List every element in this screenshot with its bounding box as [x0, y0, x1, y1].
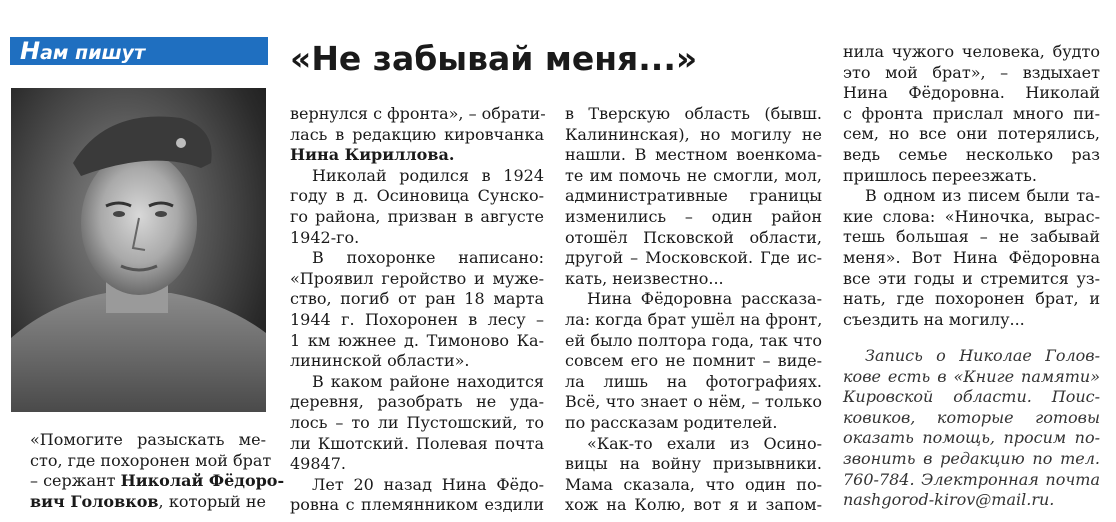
text-line: ей было полтора года, так что [565, 330, 822, 350]
text-line: ковиков, которые готовы [843, 407, 1100, 427]
text-line: Лет 20 назад Нина Фёдо- [312, 474, 544, 494]
text-line: вицы на войну призывники. [565, 454, 822, 474]
text-line: нать, где похоронен брат, и [843, 289, 1100, 309]
text-line: с фронта прислал много пи- [843, 103, 1100, 123]
text-line: нила чужого человека, будто [843, 42, 1100, 61]
article-column-3 [843, 42, 1100, 330]
text-line: ли Кшотский. Полевая почта [290, 433, 544, 453]
text-line: 1942-го. [290, 227, 360, 247]
text-fragment: – сержант [30, 471, 121, 491]
text-line: «Помогите разыскать ме- [30, 430, 266, 449]
article-headline: «Не забывай меня...» [290, 39, 698, 78]
text-line: Мама сказала, что один по- [565, 474, 822, 494]
text-line: лось – то ли Пустошский, то [290, 412, 544, 432]
text-line: Всё, что знает о нём, – только [565, 392, 822, 412]
text-line: ство, погиб от ран 18 марта [290, 289, 544, 309]
text-line: в Тверскую область (бывш. [565, 104, 822, 123]
text-line: Нина Фёдоровна. Николай [843, 83, 1100, 103]
text-line: изменились – один район [565, 206, 822, 226]
article-column-1 [290, 104, 544, 516]
text-line: В похоронке написано: [312, 248, 544, 268]
text-line: ла: когда брат ушёл на фронт, [565, 309, 823, 329]
rubric-cap: Н [20, 37, 41, 65]
text-line: В одном из писем были та- [865, 186, 1100, 206]
text-fragment: , который не [158, 491, 266, 511]
section-rubric [10, 37, 268, 65]
text-line: Нина Фёдоровна рассказа- [587, 289, 822, 309]
text-line: совсем его не помнит – виде- [565, 351, 822, 371]
text-line: по рассказам родителей. [565, 412, 778, 432]
person-name: вич Головков [30, 491, 159, 511]
text-line: «Как-то ехали из Осино- [587, 433, 822, 453]
text-line: Запись о Николае Голов- [865, 346, 1100, 365]
text-line: 1944 г. Похоронен в лесу – [290, 309, 544, 329]
article-column-2 [565, 104, 822, 516]
text-line: деревня, разобрать не уда- [290, 392, 544, 412]
text-line: лась в редакцию кировчанка [290, 124, 544, 144]
text-line: оказать помощь, просим по- [843, 428, 1100, 448]
text-line: ла лишь на фотографиях. [565, 371, 822, 391]
text-line: те им помочь не смогли, мол, [565, 165, 822, 185]
text-line: звонить в редакцию по тел. [843, 448, 1100, 468]
text-line: вернулся с фронта», – обрати- [290, 104, 546, 123]
text-line: отошёл Псковской области, [565, 227, 822, 247]
text-line: меня». Вот Нина Фёдоровна [843, 247, 1100, 267]
text-line: го района, призван в августе [290, 206, 544, 226]
author-name: Нина Кириллова. [290, 145, 455, 165]
text-line: хож на Колю, вот я и запом- [565, 495, 822, 515]
photo-caption-column [30, 430, 285, 512]
text-line: кать, неизвестно... [565, 268, 724, 288]
text-line [30, 471, 285, 492]
soldier-portrait-image [11, 88, 266, 412]
text-line: пришлось переезжать. [843, 165, 1037, 185]
text-line: сто, где похоронен мой брат [30, 450, 272, 470]
text-line: 49847. [290, 454, 346, 474]
text-line: году в д. Осиновица Сунско- [290, 186, 544, 206]
text-line: 1 км южнее д. Тимоново Ка- [290, 330, 544, 350]
text-line: съездить на могилу... [843, 309, 1025, 329]
text-line: лининской области». [290, 351, 470, 371]
text-line: «Проявил геройство и муже- [290, 268, 544, 288]
soldier-photo [11, 88, 266, 412]
text-line: другой – Московской. Где ис- [565, 248, 822, 268]
text-line: все эти годы и стремится уз- [843, 268, 1100, 288]
text-line: ведь семье несколько раз [843, 144, 1100, 164]
email-address[interactable]: nashgorod-kirov@mail.ru. [843, 490, 1055, 510]
text-line: кове есть в «Книге памяти» [843, 366, 1100, 386]
text-line: кие слова: «Ниночка, вырас- [843, 206, 1100, 226]
person-name: Николай Фёдоро- [120, 471, 285, 491]
text-line: В каком районе находится [312, 371, 544, 391]
text-line: это мой брат», – вздыхает [843, 62, 1100, 82]
text-line: Николай родился в 1924 [312, 165, 544, 185]
text-line: тешь большая – не забывай [843, 227, 1100, 247]
text-line: нашли. В местном военкома- [565, 145, 822, 165]
text-line: 760-784. Электронная почта [843, 469, 1100, 489]
text-line: ровна с племянником ездили [290, 495, 544, 515]
text-line: административные границы [565, 186, 822, 206]
editorial-note [843, 346, 1100, 511]
text-line: Калининская), но могилу не [565, 124, 822, 144]
rubric-rest: ам пишут [40, 42, 146, 64]
text-line [30, 492, 266, 513]
text-line: сем, но все они потерялись, [843, 124, 1100, 144]
text-line: Кировской области. Поис- [843, 387, 1100, 407]
